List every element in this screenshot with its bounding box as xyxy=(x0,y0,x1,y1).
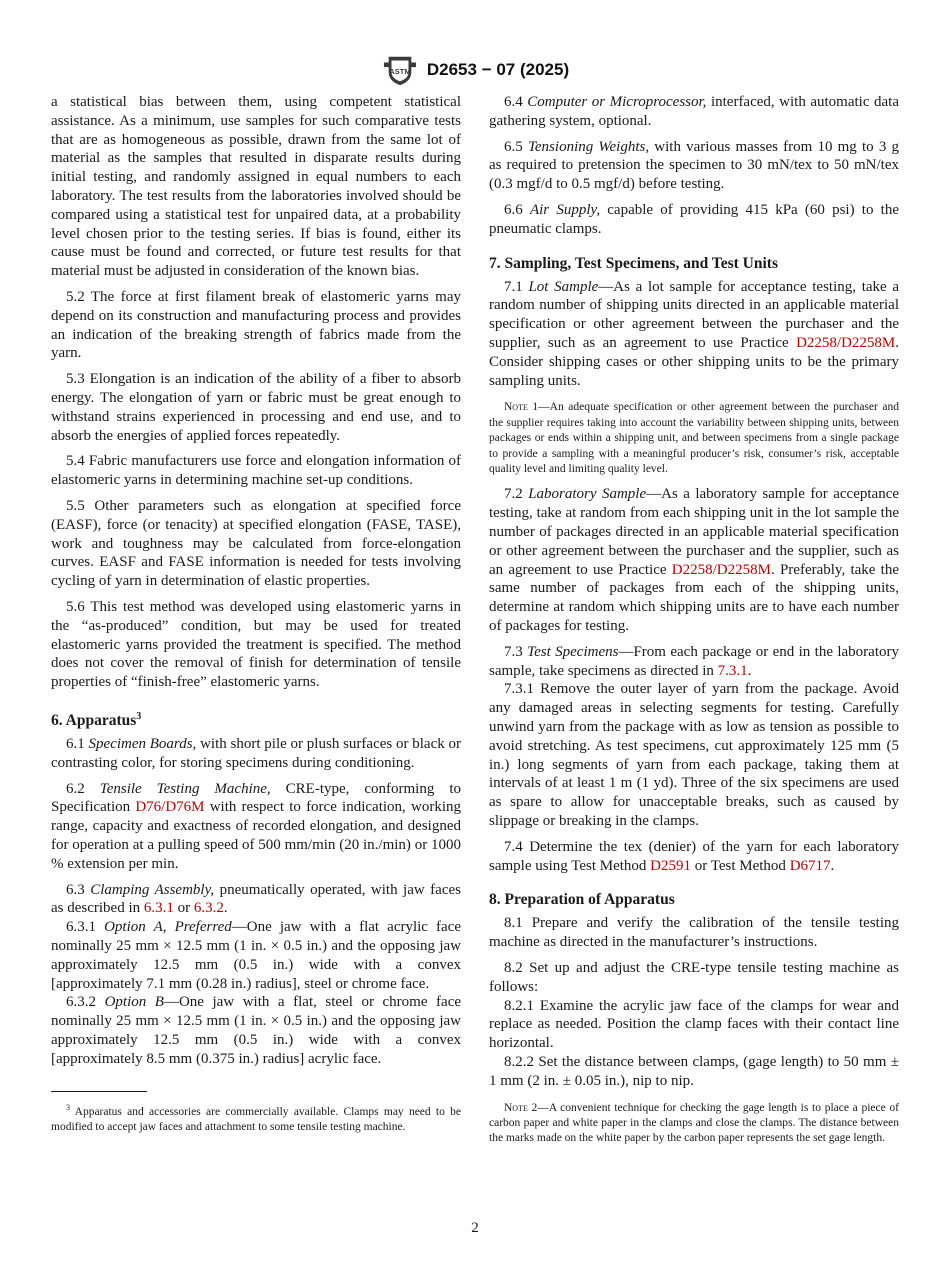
paragraph-8-2-1: 8.2.1 Examine the acrylic jaw face of the clamps for wear and replace as needed. Position the clamp faces with their contact line horizontal. xyxy=(489,997,899,1052)
page-number: 2 xyxy=(471,1220,479,1236)
paragraph-6-4: 6.4 Computer or Microprocessor, interfaced, with automatic data gathering system, optional. xyxy=(489,94,899,129)
link-d2591[interactable]: D2591 xyxy=(650,857,692,874)
paragraph-7-3: 7.3 Test Specimens—From each package or end in the laboratory sample, take specimens as directed in 7.3.1. xyxy=(489,643,900,679)
left-column xyxy=(51,93,461,1135)
link-6-3-2[interactable]: 6.3.2 xyxy=(193,900,224,917)
paragraph-5-3: 5.3 Elongation is an indication of the ability of a fiber to absorb energy. The elongation of yarn or fabric must be great enough to withstand strains experienced in processing and end use, and to absorb the energies of applied forces repeatedly. xyxy=(51,371,461,444)
footnote-3: $^3$ Apparatus and accessories are commercially available. Clamps may need to be modified to accept jaw faces and attachment to some tensile testing machine. xyxy=(51,1102,461,1133)
link-d2258[interactable]: D2258/D2258M xyxy=(796,334,896,351)
astm-logo-icon xyxy=(381,53,419,87)
section-6-heading: 6. Apparatus$^3$ xyxy=(51,710,142,730)
paragraph-8-1: 8.1 Prepare and verify the calibration of the tensile testing machine as directed in the manufacturer’s instructions. xyxy=(489,915,899,951)
section-7-heading: 7. Sampling, Test Specimens, and Test Units xyxy=(489,254,778,272)
paragraph-7-2: 7.2 Laboratory Sample—As a laboratory sample for acceptance testing, take at random from each shipping unit in the lot sample the number of packages directed in an applicable material specification or other agreement between the purchaser and the supplier, such as an agreement to use Practice D2258/D2258M. Preferably, take the same number of packages from each of the shipping units, determine at random which shipping units are to have each number of packages for testing. xyxy=(489,486,900,634)
document-id: D2653 − 07 (2025) xyxy=(426,60,570,79)
paragraph-7-4: 7.4 Determine the tex (denier) of the yarn for each laboratory sample using Test Method D2591 or Test Method D6717. xyxy=(489,838,899,874)
paragraph-6-3: 6.3 Clamping Assembly, pneumatically operated, with jaw faces as described in 6.3.1 or 6.3.2. xyxy=(51,881,461,917)
paragraph-6-5: 6.5 Tensioning Weights, with various masses from 10 mg to 3 g as required to pretension the specimen to 30 mN/tex to 50 mN/tex (0.3 mgf/d to 0.5 mgf/d) before testing. xyxy=(489,138,899,193)
footnote-ref-3: 3 xyxy=(136,710,142,722)
paragraph-5-6: 5.6 This test method was developed using elastomeric yarns in the “as-produced” condition, but may be used for treated elastomeric yarns provided the treatment is specified. The method does not cover the removal of finish for determination of tensile properties of “finish-free” elastomeric yarns. xyxy=(51,598,461,691)
section-8-heading: 8. Preparation of Apparatus xyxy=(489,891,675,909)
paragraph-6-2: 6.2 Tensile Testing Machine, CRE-type, conforming to Specification D76/D76M with respect to force indication, working range, capacity and exactness of recorded elongation, and designed for operation at a pulling speed of 500 mm/min (20 in./min) or 1000 % extension per min. xyxy=(51,780,461,872)
paragraph-8-2: 8.2 Set up and adjust the CRE-type tensile testing machine as follows: xyxy=(489,959,899,995)
link-d76[interactable]: D76/D76M xyxy=(135,799,205,816)
link-d6717[interactable]: D6717 xyxy=(789,857,831,874)
right-column xyxy=(489,93,899,1155)
paragraph-8-2-2: 8.2.2 Set the distance between clamps, (gage length) to 50 mm ± 1 mm (2 in. ± 0.05 in.), nip to nip. xyxy=(489,1053,899,1089)
paragraph-5-5: 5.5 Other parameters such as elongation at specified force (EASF), force (or tenacity) at specified elongation (FASE, TASE), work and toughness may be calculated from force-elongation curves. EASF and FASE information is needed for tests involving cycling of yarn in determination of elastic properties. xyxy=(51,497,461,590)
svg-text:ASTM: ASTM xyxy=(389,66,411,76)
page-header xyxy=(0,50,950,90)
footnote-divider xyxy=(51,1091,147,1092)
note-2: Note 2—A convenient technique for checking the gage length is to place a piece of carbon paper and white paper in the clamps and close the clamps. The distance between the marks made on the white paper by the carbon paper represents the set gage length. xyxy=(489,1101,899,1145)
paragraph-7-3-1: 7.3.1 Remove the outer layer of yarn from the package. Avoid any damaged areas in selecting segments for testing. Carefully unwind yarn from the package with as low as tension as possible to avoid stretching. As test specimens, cut approximately 125 mm (5 in.) long segments of yarn from each package, taking them at intervals of at least 1 m (1 yd). Three of the six specimens are used as spare to allow for unacceptable breaks, such as caused by slippage or breaking in the clamps. xyxy=(489,681,899,829)
link-6-3-1[interactable]: 6.3.1 xyxy=(143,900,174,917)
note-1: Note 1—An adequate specification or other agreement between the purchaser and the supplier requires taking into account the variability between shipping units, between packages or ends within a shipping unit, and between specimens from a single package to provide a sampling with a meaningful producer’s risk, consumer’s risk, acceptable quality level and limiting quality level. xyxy=(489,401,899,475)
paragraph-6-1: 6.1 Specimen Boards, with short pile or plush surfaces or black or contrasting color, for storing specimens during conditioning. xyxy=(51,736,462,771)
link-d2258-2[interactable]: D2258/D2258M xyxy=(671,561,771,578)
paragraph-6-3-2: 6.3.2 Option B—One jaw with a flat, steel or chrome face nominally 25 mm × 12.5 mm (1 in. × 0.5 in.) and the opposing jaw approximately 12.5 mm (0.5 in.) wide with a convex [approximately 8.5 mm (0.375 in.) radius] acrylic face. xyxy=(51,994,462,1067)
paragraph-6-6: 6.6 Air Supply, capable of providing 415 kPa (60 psi) to the pneumatic clamps. xyxy=(489,201,899,237)
paragraph-5-4: 5.4 Fabric manufacturers use force and elongation information of elastomeric yarns in determining machine set-up conditions. xyxy=(51,453,461,489)
link-7-3-1[interactable]: 7.3.1 xyxy=(717,662,748,679)
paragraph-7-1: 7.1 Lot Sample—As a lot sample for acceptance testing, take a random number of shipping units directed in an applicable material specification or other agreement between the purchaser and the supplier, such as an agreement to use Practice D2258/D2258M. Consider shipping cases or other shipping units to be the primary sampling units. xyxy=(489,278,900,389)
paragraph-5-2: 5.2 The force at first filament break of elastomeric yarns may depend on its construction and manufacturing process and provides an indication of the breaking strength of fabrics made from the yarn. xyxy=(51,288,461,362)
paragraph-5-1-continued: a statistical bias between them, using competent statistical assistance. As a minimum, use samples for such comparative tests that are as homogeneous as possible, drawn from the same lot of material as the samples that resulted in disparate results during initial testing, and randomly assigned in equal numbers to each laboratory. The test results from the laboratories involved should be compared using a statistical test for unpaired data, at a probability level chosen prior to the testing series. If bias is found, either its cause must be found and corrected, or future test results for that material must be adjusted in consideration of the known bias. xyxy=(51,94,461,280)
paragraph-6-3-1: 6.3.1 Option A, Preferred—One jaw with a flat acrylic face nominally 25 mm × 12.5 mm (1 in. × 0.5 in.) and the opposing jaw approximately 12.5 mm (0.5 in.) wide with a convex [approximately 7.1 mm (0.28 in.) radius], steel or chrome face. xyxy=(51,919,462,992)
